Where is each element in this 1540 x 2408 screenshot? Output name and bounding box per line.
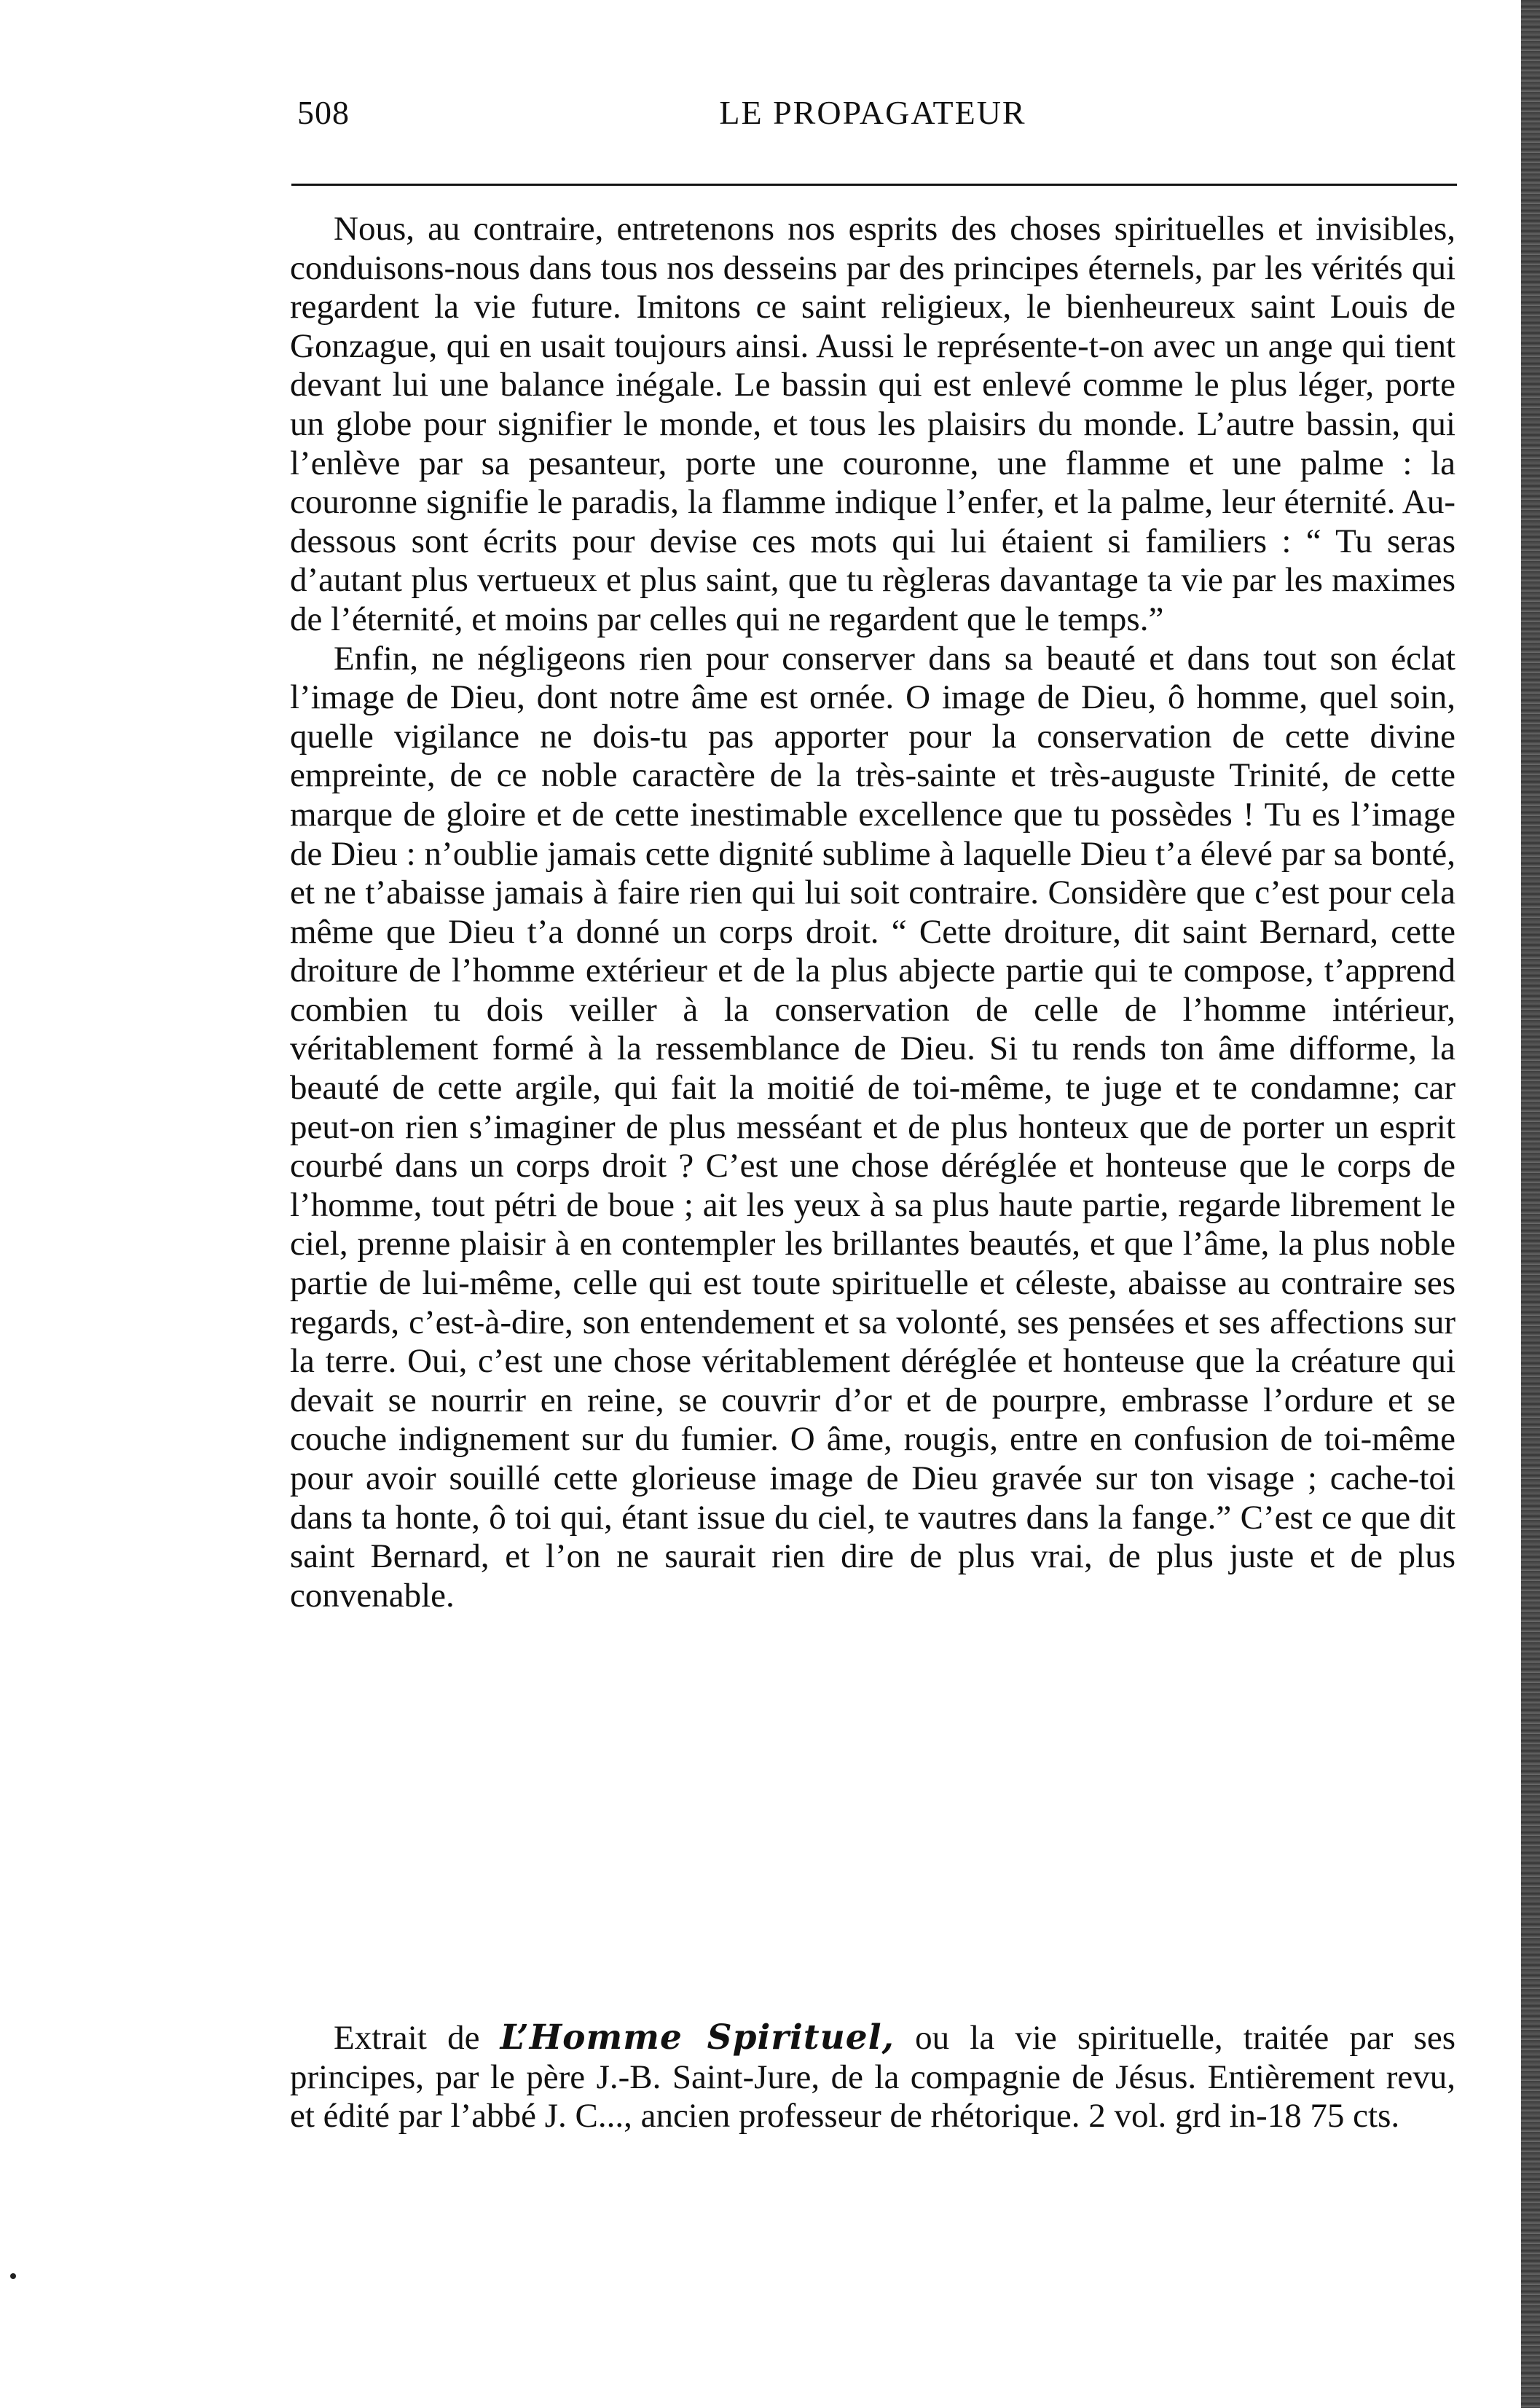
paragraph: Nous, au contraire, entretenons nos esprits des choses spirituelles et invisibles, conduisons-nous dans tous nos desseins par des principes éternels, par les vérités qui regardent la vie future. Imitons ce saint religieux, le bienheureux saint Louis de Gonzague, qui en usait toujours ainsi. Aussi le représente-t-on avec un ange qui tient devant lui une balance inégale. Le bassin qui est enlevé comme le plus léger, porte un globe pour signifier le monde, et tous les plaisirs du monde. L’autre bassin, qui l’enlève par sa pesanteur, porte une couronne, une flamme et une palme : la couronne signifie le paradis, la flamme indique l’enfer, et la palme, leur éternité. Au-dessous sont écrits pour devise ces mots qui lui étaient si familiers : “ Tu seras d’autant plus vertueux et plus saint, que tu règleras davantage ta vie par les maximes de l’éternité, et moins par celles qui ne regardent que le temps.”: [290, 210, 1455, 638]
running-title: LE PROPAGATEUR: [719, 94, 1026, 131]
notice-paragraph: [290, 2018, 1455, 2136]
paragraph: Enfin, ne négligeons rien pour conserver dans sa beauté et dans tout son éclat l’image de Dieu, dont notre âme est ornée. O image de Dieu, ô homme, quel soin, quelle vigilance ne dois-tu pas apporter pour la conservation de cette divine empreinte, de ce noble caractère de la très-sainte et très-auguste Trinité, de cette marque de gloire et de cette inestimable excellence que tu possèdes ! Tu es l’image de Dieu : n’oublie jamais cette dignité sublime à laquelle Dieu t’a élevé par sa bonté, et ne t’abaisse jamais à faire rien qui lui soit contraire. Considère que c’est pour cela même que Dieu t’a donné un corps droit. “ Cette droiture, dit saint Bernard, cette droiture de l’homme extérieur et de la plus abjecte partie qui te compose, t’apprend combien tu dois veiller à la conservation de celle de l’homme intérieur, véritablement formé à la ressemblance de Dieu. Si tu rends ton âme difforme, la beauté de cette argile, qui fait la moitié de toi-même, te juge et te condamne; car peut-on rien s’imaginer de plus messéant et de plus honteux que de porter un esprit courbé dans un corps droit ? C’est une chose déréglée et honteuse que le corps de l’homme, tout pétri de boue ; ait les yeux à sa plus haute partie, regarde librement le ciel, prenne plaisir à en contempler les brillantes beautés, et que l’âme, la plus noble partie de lui-même, celle qui est toute spirituelle et céleste, abaisse au contraire ses regards, c’est-à-dire, son entendement et sa volonté, ses pensées et ses affections sur la terre. Oui, c’est une chose véritablement déréglée et honteuse que la créature qui devait se nourrir en reine, se couvrir d’or et de pourpre, embrasse l’ordure et se couche indignement sur du fumier. O âme, rougis, entre en confusion de toi-même pour avoir souillé cette glorieuse image de Dieu gravée sur ton visage ; cache-toi dans ta honte, ô toi qui, étant issue du ciel, te vautres dans la fange.” C’est ce que dit saint Bernard, et l’on ne saurait rien dire de plus vrai, de plus juste et de plus convenable.: [290, 639, 1455, 1615]
book-notice: [290, 2018, 1455, 2136]
header-rule: [291, 184, 1457, 186]
main-text: [290, 210, 1455, 1615]
scan-speck: [10, 2273, 16, 2279]
notice-details: ou la vie spirituelle, traitée par ses principes, par le père J.-B. Saint-Jure, de la compagnie de Jésus. Entièrement revu, et édité par l’abbé J. C..., ancien professeur de rhétorique. 2 vol. grd in-18 75 cts.: [290, 2019, 1455, 2136]
notice-prefix: Extrait de: [334, 2019, 500, 2057]
page-number: 508: [297, 94, 350, 131]
page-header: [297, 93, 1448, 144]
scan-edge-shadow: [1521, 0, 1540, 2408]
book-title: L’Homme Spirituel,: [500, 2017, 895, 2058]
